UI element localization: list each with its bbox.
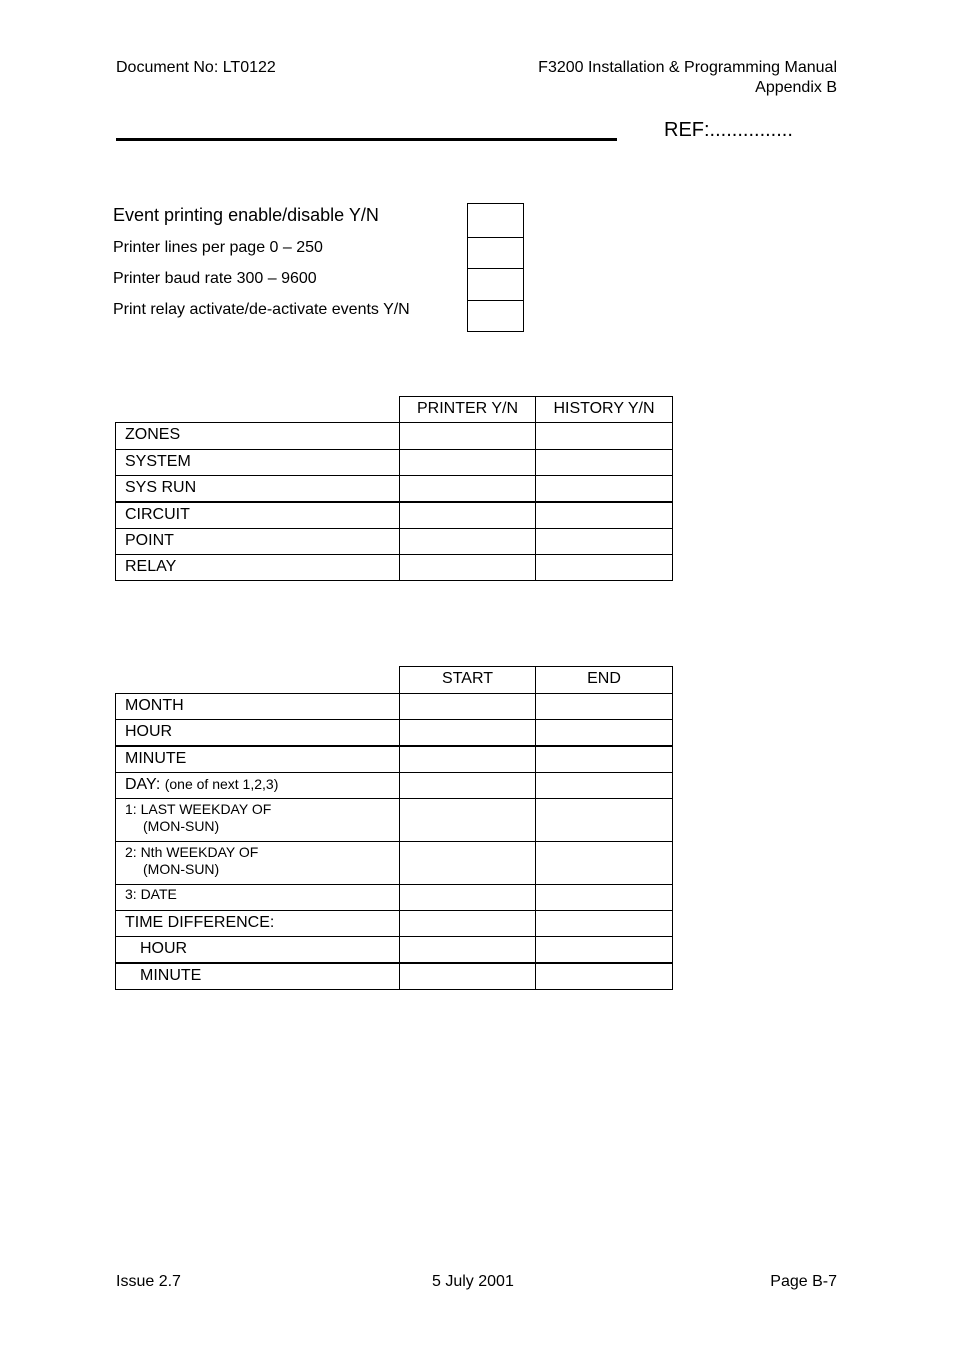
- event-history-cell[interactable]: [535, 501, 673, 529]
- event-printer-cell[interactable]: [399, 475, 536, 503]
- dst-end-cell[interactable]: [535, 772, 673, 799]
- footer-issue: Issue 2.7: [116, 1273, 181, 1290]
- dst-start-cell[interactable]: [399, 884, 536, 911]
- dst-start-cell[interactable]: [399, 745, 536, 773]
- ref-field: REF:...............: [664, 119, 793, 141]
- dst-end-cell[interactable]: [535, 745, 673, 773]
- dst-end-cell[interactable]: [535, 962, 673, 990]
- nth-weekday-line1: 2: Nth WEEKDAY OF: [125, 844, 259, 860]
- event-row-label: SYSTEM: [115, 449, 400, 476]
- event-history-cell[interactable]: [535, 554, 673, 581]
- dst-start-cell[interactable]: [399, 798, 536, 842]
- dst-start-cell[interactable]: [399, 910, 536, 937]
- dst-end-cell[interactable]: [535, 884, 673, 911]
- last-weekday-line1: 1: LAST WEEKDAY OF: [125, 801, 272, 817]
- dst-row-label-nth-weekday: [115, 841, 400, 885]
- footer-page-number: Page B-7: [770, 1273, 837, 1290]
- option-label-lines-per-page: Printer lines per page 0 – 250: [113, 239, 323, 256]
- dst-end-cell[interactable]: [535, 910, 673, 937]
- dst-row-label-minute: MINUTE: [115, 745, 400, 773]
- option-entry-box-lines-per-page[interactable]: [467, 237, 524, 269]
- dst-end-cell[interactable]: [535, 693, 673, 720]
- day-label: DAY:: [125, 776, 161, 793]
- dst-start-cell[interactable]: [399, 719, 536, 746]
- event-row-label: SYS RUN: [115, 475, 400, 503]
- dst-row-label-hour: HOUR: [115, 719, 400, 746]
- dst-end-cell[interactable]: [535, 841, 673, 885]
- event-row-label: RELAY: [115, 554, 400, 581]
- event-printer-cell[interactable]: [399, 528, 536, 555]
- option-entry-box-relay-events[interactable]: [467, 300, 524, 332]
- event-history-cell[interactable]: [535, 475, 673, 503]
- dst-start-cell[interactable]: [399, 772, 536, 799]
- event-printer-cell[interactable]: [399, 422, 536, 450]
- option-label-event-printing: Event printing enable/disable Y/N: [113, 205, 379, 225]
- footer-date: 5 July 2001: [432, 1273, 514, 1290]
- dst-end-cell[interactable]: [535, 936, 673, 963]
- dst-end-cell[interactable]: [535, 719, 673, 746]
- dst-row-label-date: 3: DATE: [115, 884, 400, 911]
- dst-row-label-month: MONTH: [115, 693, 400, 720]
- column-header-printer: PRINTER Y/N: [399, 396, 536, 423]
- dst-start-cell[interactable]: [399, 936, 536, 963]
- option-entry-box-event-printing[interactable]: [467, 203, 524, 238]
- dst-row-label-last-weekday: [115, 798, 400, 842]
- dst-start-cell[interactable]: [399, 693, 536, 720]
- option-label-relay-events: Print relay activate/de-activate events Y/N: [113, 301, 410, 318]
- event-history-cell[interactable]: [535, 449, 673, 476]
- column-header-end: END: [535, 666, 673, 694]
- appendix-label: Appendix B: [755, 79, 837, 96]
- dst-row-label-td-minute: MINUTE: [115, 962, 400, 990]
- column-header-history: HISTORY Y/N: [535, 396, 673, 423]
- event-history-cell[interactable]: [535, 528, 673, 555]
- event-printer-cell[interactable]: [399, 554, 536, 581]
- day-note: (one of next 1,2,3): [164, 776, 279, 792]
- dst-row-label-td-hour: HOUR: [115, 936, 400, 963]
- nth-weekday-line2: (MON-SUN): [143, 861, 220, 877]
- dst-start-cell[interactable]: [399, 962, 536, 990]
- last-weekday-line2: (MON-SUN): [143, 818, 220, 834]
- header-rule: [116, 138, 617, 141]
- dst-end-cell[interactable]: [535, 798, 673, 842]
- event-row-label: CIRCUIT: [115, 501, 400, 529]
- event-history-cell[interactable]: [535, 422, 673, 450]
- option-entry-box-baud-rate[interactable]: [467, 268, 524, 301]
- event-printer-cell[interactable]: [399, 449, 536, 476]
- event-printer-cell[interactable]: [399, 501, 536, 529]
- option-label-baud-rate: Printer baud rate 300 – 9600: [113, 270, 317, 287]
- dst-start-cell[interactable]: [399, 841, 536, 885]
- event-row-label: ZONES: [115, 422, 400, 450]
- column-header-start: START: [399, 666, 536, 694]
- document-number: Document No: LT0122: [116, 59, 276, 76]
- dst-row-label-day: [115, 772, 400, 799]
- event-row-label: POINT: [115, 528, 400, 555]
- dst-row-label-time-difference: TIME DIFFERENCE:: [115, 910, 400, 937]
- manual-title: F3200 Installation & Programming Manual: [538, 59, 837, 76]
